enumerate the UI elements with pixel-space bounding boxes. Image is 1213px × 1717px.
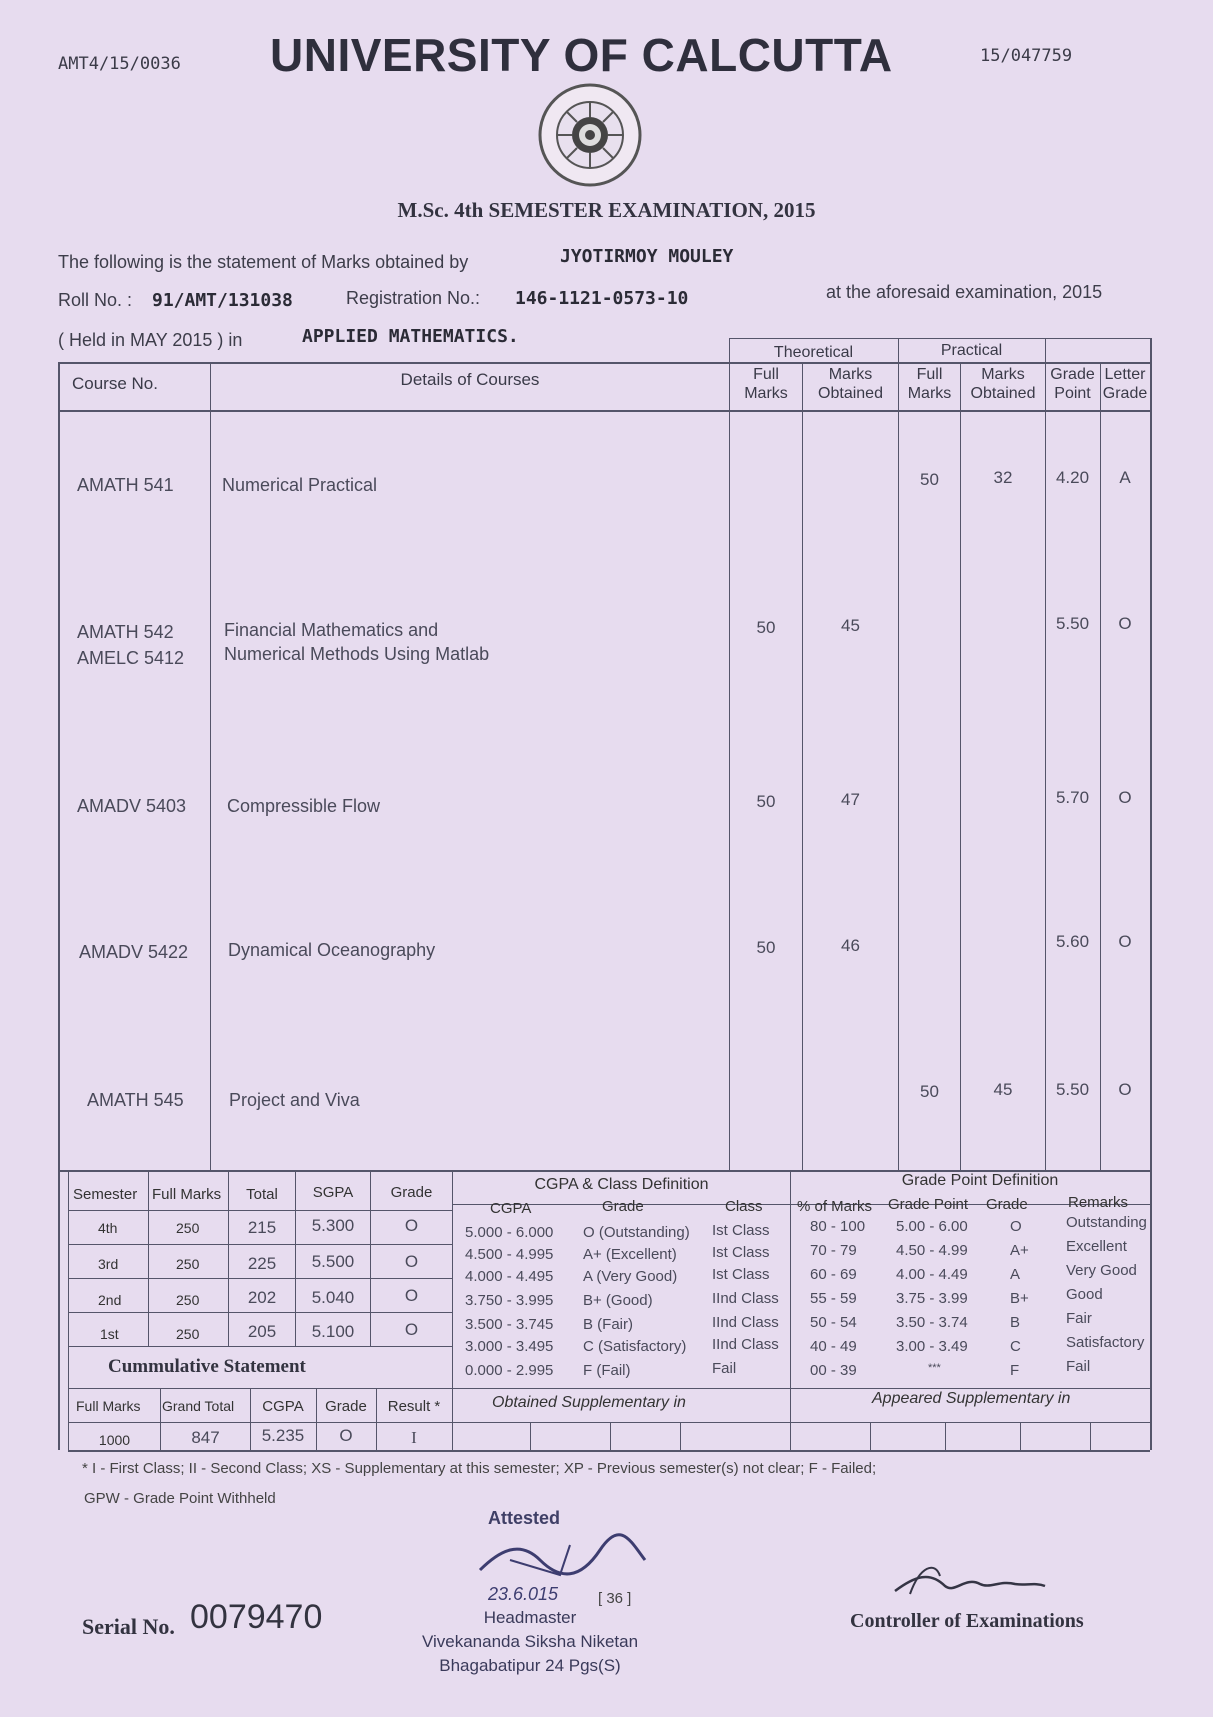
grade-point-header: Grade Point xyxy=(1050,366,1095,402)
university-seal xyxy=(530,80,650,190)
practical-marks-obtained: 32 xyxy=(993,468,1013,487)
page-mark: [ 36 ] xyxy=(598,1590,632,1607)
controller-title: Controller of Examinations xyxy=(850,1610,1084,1632)
gpd-grade-cell: A xyxy=(1010,1266,1021,1283)
total-cell: 215 xyxy=(247,1218,277,1237)
gpd-grade-header: Grade xyxy=(986,1196,1028,1213)
th-marks-obtained-header: Marks Obtained xyxy=(818,366,883,402)
percent-range-cell: 80 - 100 xyxy=(810,1218,866,1235)
full-marks-header: Full Marks xyxy=(152,1186,222,1203)
remarks-cell: Good xyxy=(1066,1286,1103,1303)
theory-marks-obtained: 46 xyxy=(841,936,860,955)
cgpa-range-cell: 3.750 - 3.995 xyxy=(465,1292,554,1309)
full-marks-cell: 250 xyxy=(176,1326,200,1342)
cgpa-class-cell: IInd Class xyxy=(712,1336,779,1353)
sgpa-header: SGPA xyxy=(312,1184,354,1201)
remarks-cell: Outstanding xyxy=(1066,1214,1147,1231)
course-code: AMADV 5422 xyxy=(79,942,189,962)
gpd-grade-cell: O xyxy=(1010,1218,1022,1235)
course-code: AMATH 541 xyxy=(77,475,174,495)
course-title: Financial Mathematics and xyxy=(224,620,439,640)
cumulative-title: Cummulative Statement xyxy=(108,1356,306,1377)
percent-range-cell: 70 - 79 xyxy=(810,1242,857,1259)
grade-cell: O xyxy=(404,1252,419,1271)
letter-grade: O xyxy=(1118,614,1132,633)
cgpa-range-cell: 4.000 - 4.495 xyxy=(465,1268,554,1285)
pr-marks-obtained-header: Marks Obtained xyxy=(970,366,1036,402)
result-header: Result * xyxy=(387,1398,441,1415)
document-code-right: 15/047759 xyxy=(980,46,1073,66)
semester-cell: 1st xyxy=(100,1326,119,1342)
document-code-left: AMT4/15/0036 xyxy=(58,54,181,74)
stamp-address: Bhagabatipur 24 Pgs(S) xyxy=(439,1656,621,1675)
cumulative-grade: O xyxy=(339,1426,353,1445)
grade-point: 4.20 xyxy=(1055,468,1090,487)
held-in: ( Held in MAY 2015 ) in xyxy=(58,330,243,350)
pr-full-marks-header: Full Marks xyxy=(907,366,952,402)
gpd-grade-cell: B xyxy=(1010,1314,1021,1331)
gpd-grade-cell: A+ xyxy=(1010,1242,1029,1259)
grade-cell: O xyxy=(404,1320,419,1339)
cgpa-range-cell: 0.000 - 2.995 xyxy=(465,1362,554,1379)
theory-full-marks: 50 xyxy=(756,938,776,957)
remarks-header: Remarks xyxy=(1068,1194,1129,1211)
sgpa-cell: 5.500 xyxy=(311,1252,355,1271)
cgpa-grade-cell: B+ (Good) xyxy=(583,1292,653,1309)
practical-header: Practical xyxy=(940,342,1003,359)
exam-title: M.Sc. 4th SEMESTER EXAMINATION, 2015 xyxy=(397,198,816,222)
cgpa-class-cell: Fail xyxy=(712,1360,737,1377)
remarks-cell: Very Good xyxy=(1066,1262,1137,1279)
cumulative-full-marks: 1000 xyxy=(98,1432,131,1448)
gpd-grade-cell: F xyxy=(1010,1362,1020,1379)
serial-label: Serial No. xyxy=(82,1614,175,1639)
percent-range-cell: 60 - 69 xyxy=(810,1266,857,1283)
percent-range-cell: 00 - 39 xyxy=(810,1362,857,1379)
statement-prefix: The following is the statement of Marks obtained by xyxy=(58,252,469,272)
grade-point: 5.50 xyxy=(1055,1080,1090,1099)
cgpa-range-cell: 4.500 - 4.995 xyxy=(465,1246,554,1263)
roll-label: Roll No. : xyxy=(58,290,133,310)
obtained-supplementary-label: Obtained Supplementary in xyxy=(492,1394,686,1411)
footnote-line-2: GPW - Grade Point Withheld xyxy=(84,1490,276,1507)
grade-point-definition-title: Grade Point Definition xyxy=(901,1172,1059,1189)
practical-full-marks: 50 xyxy=(920,1082,939,1101)
course-code-alt: AMELC 5412 xyxy=(77,648,185,668)
cgpa-grade-cell: O (Outstanding) xyxy=(583,1224,690,1241)
gpd-grade-point-header: Grade Point xyxy=(888,1196,969,1213)
cgpa-grade-col-header: Grade xyxy=(602,1198,644,1215)
cgpa-class-col-header: Class xyxy=(725,1198,763,1215)
percent-marks-header: % of Marks xyxy=(797,1198,873,1215)
practical-full-marks: 50 xyxy=(920,470,939,489)
cgpa-class-cell: Ist Class xyxy=(712,1244,770,1261)
course-code: AMATH 545 xyxy=(87,1090,184,1110)
semester-cell: 3rd xyxy=(98,1256,119,1272)
course-title: Dynamical Oceanography xyxy=(228,940,436,960)
theory-full-marks: 50 xyxy=(756,792,776,811)
theory-full-marks: 50 xyxy=(756,618,776,637)
total-header: Total xyxy=(246,1186,278,1203)
cgpa-grade-cell: C (Satisfactory) xyxy=(583,1338,687,1355)
sgpa-cell: 5.300 xyxy=(311,1216,355,1235)
letter-grade-header: Letter Grade xyxy=(1102,366,1148,402)
attested-stamp: Attested xyxy=(488,1508,561,1528)
serial-number: 0079470 xyxy=(190,1598,323,1636)
semester-cell: 4th xyxy=(98,1220,118,1236)
grand-total: 847 xyxy=(191,1428,220,1447)
cgpa-class-cell: IInd Class xyxy=(712,1290,779,1307)
total-cell: 202 xyxy=(247,1288,277,1307)
percent-range-cell: 40 - 49 xyxy=(810,1338,857,1355)
cgpa-range-cell: 5.000 - 6.000 xyxy=(465,1224,554,1241)
grand-total-header: Grand Total xyxy=(162,1398,235,1414)
course-title: Project and Viva xyxy=(229,1090,360,1110)
percent-range-cell: 50 - 54 xyxy=(810,1314,857,1331)
exam-suffix: at the aforesaid examination, 2015 xyxy=(826,282,1103,302)
details-header: Details of Courses xyxy=(400,370,540,389)
result-value: I xyxy=(411,1428,417,1447)
remarks-cell: Fair xyxy=(1066,1310,1092,1327)
cgpa-range-cell: 3.000 - 3.495 xyxy=(465,1338,554,1355)
cgpa-value: 5.235 xyxy=(261,1426,305,1445)
course-code: AMADV 5403 xyxy=(77,796,187,816)
remarks-cell: Fail xyxy=(1066,1358,1091,1375)
cgpa-range-cell: 3.500 - 3.745 xyxy=(465,1316,554,1333)
theoretical-header: Theoretical xyxy=(773,344,854,361)
grade-header: Grade xyxy=(390,1184,433,1201)
grade-point: 5.60 xyxy=(1055,932,1090,951)
grade-point-range-cell: 4.50 - 4.99 xyxy=(896,1242,968,1259)
cgpa-grade-cell: B (Fair) xyxy=(583,1316,633,1333)
course-title: Compressible Flow xyxy=(227,796,381,816)
subject-name: APPLIED MATHEMATICS. xyxy=(302,326,519,347)
roll-number: 91/AMT/131038 xyxy=(152,290,293,311)
theory-marks-obtained: 45 xyxy=(841,616,860,635)
footnote-line-1: * I - First Class; II - Second Class; XS - Supplementary at this semester; XP - Previous semester(s) not clear; F - Failed; xyxy=(82,1460,877,1477)
university-title: UNIVERSITY OF CALCUTTA xyxy=(270,29,893,81)
total-cell: 205 xyxy=(247,1322,277,1341)
cgpa-header: CGPA xyxy=(262,1398,304,1415)
course-code: AMATH 542 xyxy=(77,622,174,642)
full-marks-cell: 250 xyxy=(176,1256,200,1272)
letter-grade: A xyxy=(1119,468,1131,487)
attestation-signature xyxy=(470,1530,650,1590)
remarks-cell: Excellent xyxy=(1066,1238,1127,1255)
cumulative-grade-header: Grade xyxy=(325,1398,367,1415)
theory-marks-obtained: 47 xyxy=(841,790,860,809)
cgpa-class-cell: Ist Class xyxy=(712,1266,770,1283)
total-cell: 225 xyxy=(247,1254,277,1273)
gpd-grade-cell: C xyxy=(1010,1338,1021,1355)
sgpa-cell: 5.040 xyxy=(311,1288,355,1307)
registration-number: 146-1121-0573-10 xyxy=(515,288,689,309)
remarks-cell: Satisfactory xyxy=(1066,1334,1145,1351)
cgpa-grade-cell: A (Very Good) xyxy=(583,1268,678,1285)
cgpa-class-cell: IInd Class xyxy=(712,1314,779,1331)
appeared-supplementary-label: Appeared Supplementary in xyxy=(872,1390,1071,1407)
grade-point-range-cell: *** xyxy=(928,1362,941,1374)
handwritten-date: 23.6.015 xyxy=(488,1584,559,1604)
cgpa-col-header: CGPA xyxy=(490,1200,532,1217)
cgpa-definition-title: CGPA & Class Definition xyxy=(534,1176,709,1193)
course-title: Numerical Practical xyxy=(222,475,378,495)
cgpa-grade-cell: A+ (Excellent) xyxy=(583,1246,677,1263)
gpd-grade-cell: B+ xyxy=(1010,1290,1029,1307)
cgpa-grade-cell: F (Fail) xyxy=(583,1362,631,1379)
stamp-title: Headmaster xyxy=(483,1608,577,1627)
grade-point: 5.70 xyxy=(1055,788,1090,807)
grade-cell: O xyxy=(404,1216,419,1235)
semester-cell: 2nd xyxy=(98,1292,122,1308)
grade-cell: O xyxy=(404,1286,419,1305)
percent-range-cell: 55 - 59 xyxy=(810,1290,857,1307)
sgpa-cell: 5.100 xyxy=(311,1322,355,1341)
cumulative-full-marks-header: Full Marks xyxy=(76,1398,141,1414)
registration-label: Registration No.: xyxy=(346,288,481,308)
grade-point-range-cell: 3.00 - 3.49 xyxy=(896,1338,968,1355)
full-marks-cell: 250 xyxy=(176,1292,200,1308)
letter-grade: O xyxy=(1118,788,1132,807)
controller-signature xyxy=(890,1556,1050,1606)
stamp-school: Vivekananda Siksha Niketan xyxy=(421,1632,639,1651)
grade-point-range-cell: 3.50 - 3.74 xyxy=(896,1314,968,1331)
grade-point-range-cell: 3.75 - 3.99 xyxy=(896,1290,968,1307)
course-title-line2: Numerical Methods Using Matlab xyxy=(224,644,490,664)
candidate-name: JYOTIRMOY MOULEY xyxy=(560,246,734,267)
grade-point-range-cell: 5.00 - 6.00 xyxy=(896,1218,968,1235)
grade-point: 5.50 xyxy=(1055,614,1090,633)
grade-point-range-cell: 4.00 - 4.49 xyxy=(896,1266,968,1283)
practical-marks-obtained: 45 xyxy=(993,1080,1013,1099)
th-full-marks-header: Full Marks xyxy=(744,366,788,402)
course-no-header: Course No. xyxy=(72,374,158,393)
letter-grade: O xyxy=(1118,1080,1132,1099)
cgpa-class-cell: Ist Class xyxy=(712,1222,770,1239)
full-marks-cell: 250 xyxy=(176,1220,200,1236)
semester-header: Semester xyxy=(73,1186,138,1203)
letter-grade: O xyxy=(1118,932,1132,951)
